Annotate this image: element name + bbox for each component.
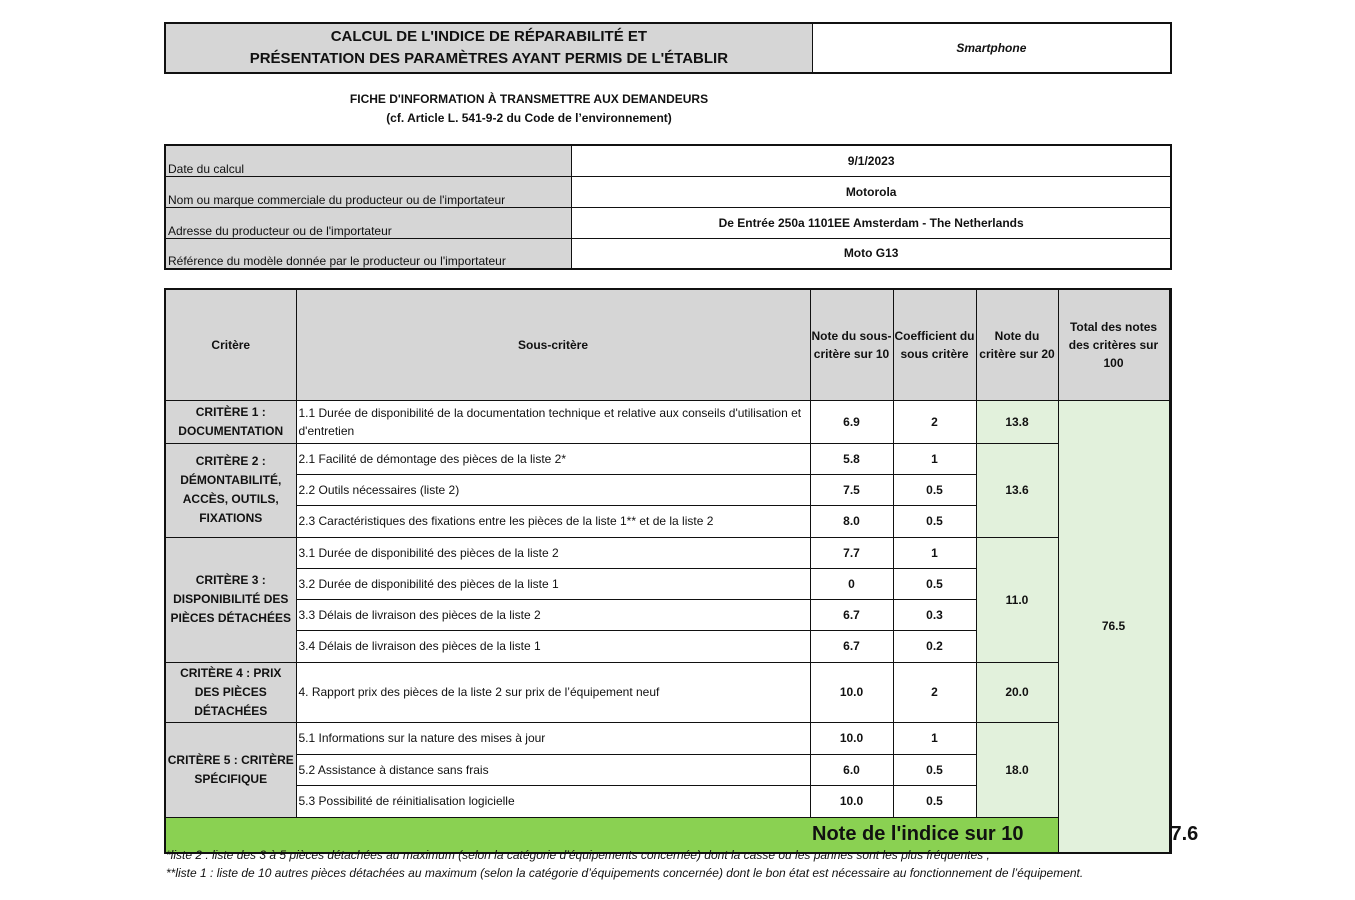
criterion-5-name: CRITÈRE 5 : CRITÈRE SPÉCIFIQUE: [165, 722, 296, 817]
subcriterion-coef: 0.5: [893, 785, 976, 817]
criterion-3-name: CRITÈRE 3 : DISPONIBILITÉ DES PIÈCES DÉTACHÉES: [165, 537, 296, 662]
subcriterion-score: 8.0: [810, 505, 893, 537]
footnote-list1: **liste 1 : liste de 10 autres pièces détachées au maximum (selon la catégorie d’équipements concernée) dont le bon état est nécessaire au fonctionnement de l’équipement.: [166, 866, 1084, 880]
subcriterion-score: 10.0: [810, 785, 893, 817]
info-label: Date du calcul: [165, 145, 572, 176]
info-value: Moto G13: [572, 238, 1171, 269]
criterion-1-score: 13.8: [976, 400, 1058, 443]
subcriterion-score: 0: [810, 568, 893, 599]
subcriterion-score: 5.8: [810, 443, 893, 474]
subcriterion-label: 3.4 Délais de livraison des pièces de la liste 1: [296, 630, 810, 662]
header-score-crit: Note du critère sur 20: [976, 289, 1058, 400]
info-value: De Entrée 250a 1101EE Amsterdam - The Netherlands: [572, 207, 1171, 238]
subcriterion-score: 6.7: [810, 630, 893, 662]
info-table: [164, 144, 1172, 270]
criterion-1-name: CRITÈRE 1 : DOCUMENTATION: [165, 400, 296, 443]
subcriterion-label: 4. Rapport prix des pièces de la liste 2 sur prix de l’équipement neuf: [296, 662, 810, 722]
subcriterion-coef: 0.3: [893, 599, 976, 630]
header-box: [164, 22, 1172, 74]
subcriterion-label: 5.2 Assistance à distance sans frais: [296, 754, 810, 785]
subcriterion-coef: 1: [893, 722, 976, 754]
subcriterion-coef: 0.5: [893, 505, 976, 537]
subcriterion-score: 6.7: [810, 599, 893, 630]
info-row-brand: [165, 176, 1171, 207]
subcriterion-coef: 0.5: [893, 474, 976, 505]
criterion-3-score: 11.0: [976, 537, 1058, 662]
subcriterion-label: 2.1 Facilité de démontage des pièces de la liste 2*: [296, 443, 810, 474]
subcriterion-coef: 0.5: [893, 568, 976, 599]
subcriterion-coef: 0.2: [893, 630, 976, 662]
subcriterion-label: 2.2 Outils nécessaires (liste 2): [296, 474, 810, 505]
table-header-row: [165, 289, 1171, 400]
table-row: [165, 722, 1171, 754]
subcriterion-coef: 1: [893, 443, 976, 474]
page-title: [165, 23, 812, 73]
page-title-line2: PRÉSENTATION DES PARAMÈTRES AYANT PERMIS DE L'ÉTABLIR: [249, 50, 729, 67]
subcriterion-label: 5.1 Informations sur la nature des mises à jour: [296, 722, 810, 754]
subcriterion-score: 7.5: [810, 474, 893, 505]
info-row-address: [165, 207, 1171, 238]
info-row-model: [165, 238, 1171, 269]
subcriterion-score: 10.0: [810, 722, 893, 754]
subcriterion-coef: 2: [893, 662, 976, 722]
subcriterion-label: 5.3 Possibilité de réinitialisation logicielle: [296, 785, 810, 817]
subcriterion-score: 7.7: [810, 537, 893, 568]
header-criterion: Critère: [165, 289, 296, 400]
subtitle-line1: FICHE D'INFORMATION À TRANSMETTRE AUX DEMANDEURS: [349, 92, 709, 106]
info-value: Motorola: [572, 176, 1171, 207]
footnotes: [166, 846, 1266, 882]
info-label: Nom ou marque commerciale du producteur ou de l'importateur: [165, 176, 572, 207]
subcriterion-coef: 0.5: [893, 754, 976, 785]
criterion-4-name: CRITÈRE 4 : PRIX DES PIÈCES DÉTACHÉES: [165, 662, 296, 722]
table-row: [165, 537, 1171, 568]
total-score-100: 76.5: [1058, 400, 1169, 853]
table-row: [165, 400, 1171, 443]
subtitle-line2: (cf. Article L. 541-9-2 du Code de l’environnement): [386, 111, 672, 125]
subcriterion-label: 3.1 Durée de disponibilité des pièces de la liste 2: [296, 537, 810, 568]
footnote-list2: *liste 2 : liste des 3 à 5 pièces détachées au maximum (selon la catégorie d’équipements concernée) dont la casse ou les pannes sont les plus fréquentes ;: [166, 848, 990, 862]
criterion-5-score: 18.0: [976, 722, 1058, 817]
subtitle: [164, 90, 894, 128]
info-row-date: [165, 145, 1171, 176]
subcriterion-score: 6.9: [810, 400, 893, 443]
criterion-4-score: 20.0: [976, 662, 1058, 722]
final-score-label: Note de l'indice sur 10: [165, 817, 1058, 853]
criterion-2-score: 13.6: [976, 443, 1058, 537]
scoring-table: [164, 288, 1199, 854]
table-row: [165, 662, 1171, 722]
header-total: Total des notes des critères sur 100: [1058, 289, 1169, 400]
subcriterion-label: 3.3 Délais de livraison des pièces de la liste 2: [296, 599, 810, 630]
final-score-value: 7.6: [1169, 817, 1171, 853]
subcriterion-score: 10.0: [810, 662, 893, 722]
criterion-2-name: CRITÈRE 2 : DÉMONTABILITÉ, ACCÈS, OUTILS, FIXATIONS: [165, 443, 296, 537]
subcriterion-coef: 1: [893, 537, 976, 568]
page-title-line1: CALCUL DE L'INDICE DE RÉPARABILITÉ ET: [330, 28, 648, 45]
header-subcriterion: Sous-critère: [296, 289, 810, 400]
subcriterion-label: 2.3 Caractéristiques des fixations entre les pièces de la liste 1** et de la liste 2: [296, 505, 810, 537]
subcriterion-label: 1.1 Durée de disponibilité de la documentation technique et relative aux conseils d'utilisation et d'entretien: [296, 400, 810, 443]
product-category: Smartphone: [812, 23, 1171, 73]
info-label: Adresse du producteur ou de l'importateur: [165, 207, 572, 238]
header-score-sub: Note du sous-critère sur 10: [810, 289, 893, 400]
subcriterion-label: 3.2 Durée de disponibilité des pièces de la liste 1: [296, 568, 810, 599]
table-row: [165, 443, 1171, 474]
info-label: Référence du modèle donnée par le producteur ou l'importateur: [165, 238, 572, 269]
info-value: 9/1/2023: [572, 145, 1171, 176]
subcriterion-coef: 2: [893, 400, 976, 443]
subcriterion-score: 6.0: [810, 754, 893, 785]
header-coefficient: Coefficient du sous critère: [893, 289, 976, 400]
